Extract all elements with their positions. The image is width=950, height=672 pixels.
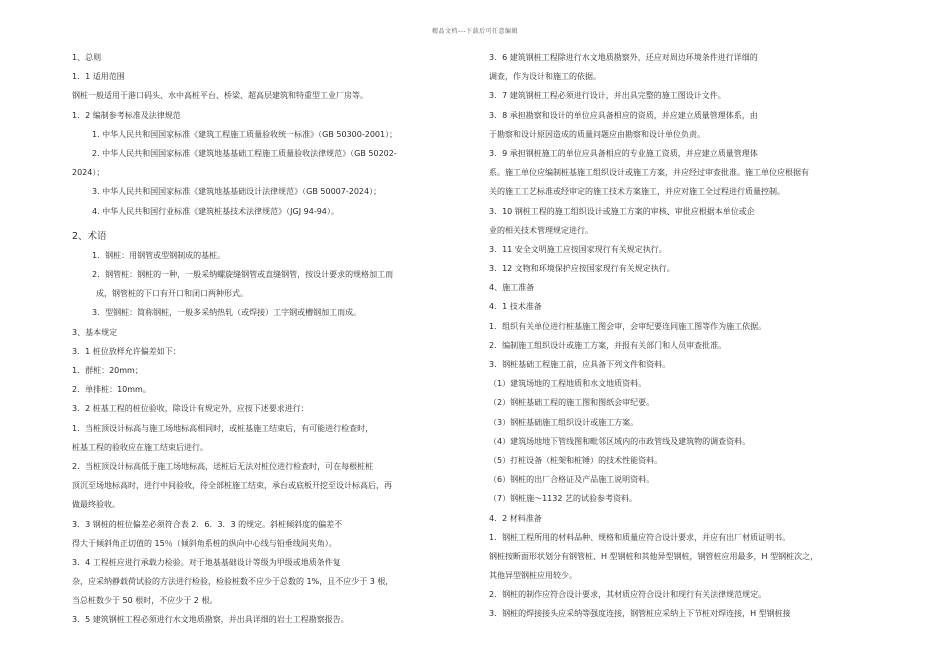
clause-line: 系。施工单位应编制桩基施工组织设计或施工方案，并应经过审查批准。施工单位应根据有: [489, 168, 809, 178]
clause-line: 3．1 桩位放样允许偏差如下：: [72, 346, 181, 356]
standard-item: 1. 中华人民共和国国家标准《建筑工程施工质量验收统一标准》（GB 50300-2001）；: [92, 129, 398, 139]
section-heading: 3、基本规定: [72, 327, 118, 337]
standard-item: 3. 中华人民共和国国家标准《建筑地基基础设计法律规范》（GB 50007-2024）；: [92, 187, 382, 197]
clause-line: 3．10 钢桩工程的施工组织设计或施工方案的审核、审批应根据本单位或企: [489, 206, 755, 216]
list-item: （2）钢桩基础工程的施工图和图纸会审纪要。: [489, 398, 655, 408]
clause-line: 桩基工程的验收应在施工结束后进行。: [72, 442, 208, 452]
left-column: [72, 48, 472, 630]
section-heading: 2、术语: [72, 230, 107, 242]
clause-line: 3．7 建筑钢桩工程必须进行设计，并出具完整的施工图设计文件。: [489, 91, 726, 101]
clause-line: 3．8 承担勘察和设计的单位应具备相应的资质，并应建立质量管理体系，由: [489, 110, 758, 120]
subsection-heading: 4．2 材料准备: [489, 513, 542, 523]
list-item: （6）钢桩的出厂合格证及产品施工说明资料。: [489, 475, 655, 485]
section-heading: 4、施工准备: [489, 283, 535, 293]
clause-line: 2．钢桩的制作应符合设计要求，其材质应符合设计和现行有关法律规范规定。: [489, 590, 767, 600]
clause-line: 3．4 工程桩应进行承载力检验。对于地基基础设计等级为甲级或地质条件复: [72, 557, 341, 567]
clause-line: 2．编制施工组织设计或施工方案，并报有关部门和人员审查批准。: [489, 340, 727, 350]
clause-line: 2．单排桩：10mm。: [72, 385, 151, 395]
clause-line: 3．2 桩基工程的桩位验收，除设计有规定外，应按下述要求进行：: [72, 404, 309, 414]
standard-item: 4. 中华人民共和国行业标准《建筑桩基技术法律规范》（JGJ 94-94）。: [92, 206, 339, 216]
clause-line: 1．组织有关单位进行桩基施工图会审，会审纪要连同施工图等作为施工依据。: [489, 321, 767, 331]
right-column: [489, 48, 889, 624]
term-item: 3．型钢桩：简称钢桩，一般多采纳热轧（或焊接）工字钢或槽钢加工而成。: [92, 308, 362, 318]
list-item: （5）打桩设备（桩架和桩锤）的技术性能资料。: [489, 455, 663, 465]
clause-line: 2．当桩顶设计标高低于施工场地标高，送桩后无法对桩位进行检查时，可在每根桩桩: [72, 461, 374, 471]
paragraph-line: 钢桩一般适用于港口码头、水中高桩平台、桥梁、超高层建筑和特重型工业厂房等。: [72, 91, 368, 101]
term-item-continued: 成，钢管桩的下口有开口和闭口两种形式。: [96, 289, 248, 299]
clause-line: 3．钢桩基础工程施工前，应具备下列文件和资料。: [489, 360, 671, 369]
clause-line: 3．11 安全文明施工应按国家现行有关规定执行。: [489, 244, 667, 254]
clause-line: 1．当桩顶设计标高与施工场地标高相同时，或桩基施工结束后，有可能进行检查时，: [72, 423, 374, 433]
clause-line: 关的施工工艺标准或经审定的施工技术方案施工，并应对施工全过程进行质量控制。: [489, 187, 785, 197]
clause-line: 1．群桩：20mm；: [72, 366, 143, 375]
term-item: 1．钢桩：用钢管或型钢制成的基桩。: [92, 250, 226, 260]
standard-item-continued: 2024）；: [72, 168, 105, 178]
list-item: （1）建筑场地的工程地质和水文地质资料。: [489, 379, 647, 389]
clause-line: 3．钢桩的焊接接头应采纳等强度连接，钢管桩应采纳上下节桩对焊连接，H 型钢桩接: [489, 609, 791, 619]
section-heading: 1、总则: [72, 53, 102, 62]
subsection-heading: 1．2 编制参考标准及法律规范: [72, 110, 181, 120]
clause-line: 3．6 建筑钢桩工程除进行水文地质勘察外，还应对周边环境条件进行详细的: [489, 53, 758, 62]
clause-line: 1．钢桩工程所用的材料品种、规格和质量应符合设计要求，并应有出厂材质证明书。: [489, 532, 791, 542]
clause-line: 于勘察和设计原因造成的质量问题应由勘察和设计单位负责。: [489, 129, 705, 139]
clause-line: 调查，作为设计和施工的依据。: [489, 72, 601, 82]
clause-line: 业的相关技术管理规定进行。: [489, 225, 593, 235]
clause-line: 3．3 钢桩的桩位偏差必须符合表 2．6．3．3 的规定。斜桩倾斜度的偏差不: [72, 519, 343, 529]
list-item: （7）钢桩施～1132 艺的试验参考资料。: [489, 494, 637, 504]
clause-line: 杂，应采纳静载荷试验的方法进行检验，检验桩数不应少于总数的 1%，且不应少于 3 根，: [72, 577, 394, 587]
standard-item: 2. 中华人民共和国国家标准《建筑地基基础工程施工质量验收法律规范》（GB 50202-: [92, 148, 397, 158]
clause-line: 得大于倾斜角正切值的 15％（倾斜角系桩的纵向中心线与铅垂线间夹角）。: [72, 538, 337, 548]
clause-line: 顶沉至场地标高时，进行中间验收，待全部桩施工结束，承台或底板开挖至设计标高后，再: [72, 481, 392, 491]
clause-line: 其他异型钢桩应用较少。: [489, 571, 577, 581]
page-header: 精品文档---下载后可任意编辑: [432, 28, 518, 35]
clause-line: 当总桩数少于 50 根时，不应少于 2 根。: [72, 596, 218, 606]
subsection-heading: 1．1 适用范围: [72, 72, 125, 82]
clause-line: 3．12 文物和环境保护应按国家现行有关规定执行。: [489, 264, 675, 274]
list-item: （4）建筑场地地下管线图和毗邻区域内的市政管线及建筑物的调查资料。: [489, 436, 751, 446]
clause-line: 3．5 建筑钢桩工程必须进行水文地质勘察，并出具详细的岩土工程勘察报告。: [72, 615, 349, 625]
clause-line: 做最终验收。: [72, 500, 120, 510]
term-item: 2．钢管桩：钢桩的一种，一般采纳螺旋缝钢管或直缝钢管，按设计要求的规格加工而: [92, 270, 394, 280]
clause-line: 钢桩按断面形状划分有钢管桩、H 型钢桩和其他异型钢桩，钢管桩应用最多，H 型钢桩次之，: [489, 551, 819, 561]
subsection-heading: 4．1 技术准备: [489, 302, 542, 312]
clause-line: 3．9 承担钢桩施工的单位应具备相应的专业施工资质，并应建立质量管理体: [489, 148, 758, 158]
list-item: （3）钢桩基础施工组织设计或施工方案。: [489, 417, 639, 427]
